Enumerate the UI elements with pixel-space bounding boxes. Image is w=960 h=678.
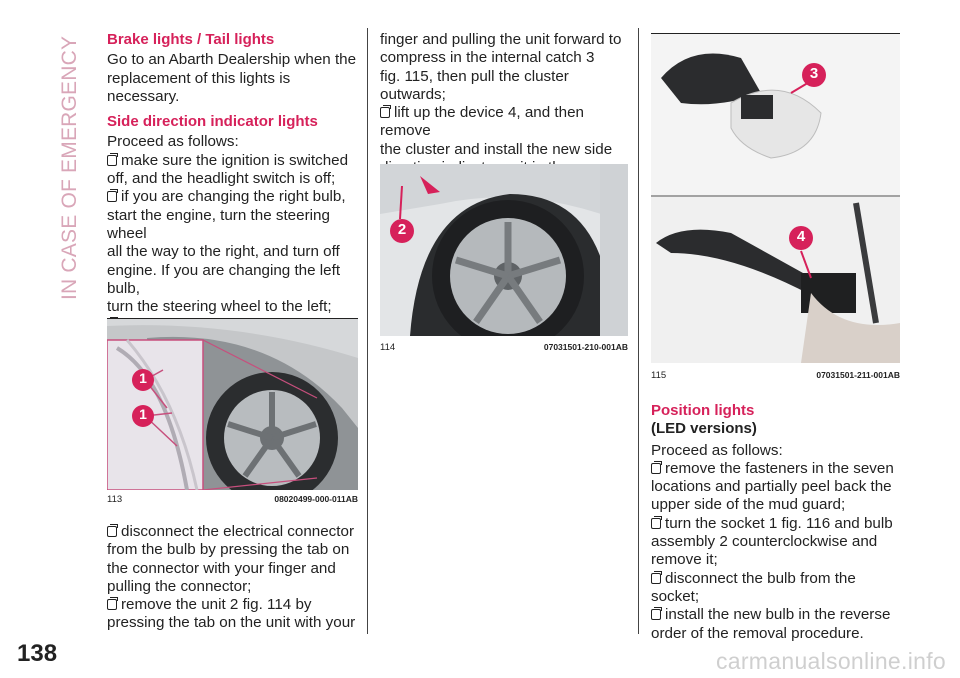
column-3 — [651, 402, 905, 643]
checkbox-bullet-icon — [651, 518, 661, 529]
checkbox-bullet-icon — [380, 107, 390, 118]
intro-text: Proceed as follows: — [107, 133, 239, 151]
list-item: remove the unit 2 fig. 114 by — [107, 596, 361, 614]
checkbox-bullet-icon — [107, 599, 117, 610]
figure-code: 07031501-210-001AB — [543, 342, 628, 352]
list-item-line: all the way to the right, and turn off — [107, 243, 340, 261]
list-item-line: turn the steering wheel to the left; — [107, 298, 332, 316]
column-1-continued — [107, 523, 361, 633]
heading-position-lights: Position lights — [651, 402, 755, 419]
checkbox-bullet-icon — [651, 573, 661, 584]
list-item: lift up the device 4, and then remove — [380, 104, 584, 140]
figure-113-caption — [107, 494, 358, 506]
indicator-unit-photo — [651, 33, 900, 363]
callout-4: 4 — [796, 228, 806, 245]
list-item: remove the fasteners in the seven — [651, 460, 905, 478]
list-item: if you are changing the right bulb, — [107, 188, 361, 206]
watermark: carmanualsonline.info — [715, 648, 946, 674]
column-divider — [367, 28, 368, 634]
figure-115 — [651, 33, 900, 363]
paragraph-line: compress in the internal catch 3 — [380, 49, 595, 67]
checkbox-bullet-icon — [107, 155, 117, 166]
paragraph-line: replacement of this lights is necessary. — [107, 69, 291, 105]
callout-2: 2 — [397, 221, 407, 238]
paragraph-line: finger and pulling the unit forward to — [380, 31, 622, 48]
figure-number: 113 — [107, 494, 123, 505]
wheel-arch-photo — [107, 318, 358, 490]
callout-1a: 1 — [139, 370, 147, 386]
column-divider — [638, 28, 639, 634]
list-item-line: assembly 2 counterclockwise and — [651, 533, 878, 551]
page-number: 138 — [17, 640, 58, 667]
callout-3: 3 — [809, 65, 819, 82]
list-item-line: pressing the tab on the unit with your — [107, 614, 356, 632]
list-item-line: locations and partially peel back the — [651, 478, 892, 496]
figure-code: 07031501-211-001AB — [816, 370, 900, 380]
list-item-line: remove it; — [651, 551, 718, 569]
checkbox-bullet-icon — [651, 463, 661, 474]
checkbox-bullet-icon — [651, 609, 661, 620]
list-item-line: order of the removal procedure. — [651, 624, 864, 642]
list-item: disconnect the electrical connector — [107, 523, 361, 541]
list-item: disconnect the bulb from the socket; — [651, 569, 856, 605]
list-item-line: the connector with your finger and — [107, 559, 336, 577]
paragraph-line: Go to an Abarth Dealership when the — [107, 51, 357, 69]
list-item: turn the socket 1 fig. 116 and bulb — [651, 515, 905, 533]
checkbox-bullet-icon — [107, 526, 117, 537]
list-item-line: the cluster and install the new side — [380, 140, 613, 158]
list-item: make sure the ignition is switched — [107, 152, 361, 170]
list-item-line: engine. If you are changing the left bulb, — [107, 261, 341, 297]
callout-1b: 1 — [139, 406, 147, 422]
figure-114-caption — [380, 342, 628, 354]
heading-brake-lights: Brake lights / Tail lights — [107, 31, 275, 48]
heading-led-versions: (LED versions) — [651, 420, 757, 438]
intro-text: Proceed as follows: — [651, 441, 783, 459]
figure-number: 114 — [380, 342, 396, 353]
list-item-line: upper side of the mud guard; — [651, 496, 846, 514]
list-item-line: off, and the headlight switch is off; — [107, 170, 336, 188]
figure-115-caption — [651, 370, 900, 382]
list-item-line: start the engine, turn the steering wheel — [107, 206, 330, 242]
list-item: install the new bulb in the reverse — [651, 606, 905, 624]
paragraph-line: fig. 115, then pull the cluster outwards; — [380, 67, 569, 103]
figure-number: 115 — [651, 370, 667, 381]
figure-114 — [380, 164, 628, 336]
checkbox-bullet-icon — [107, 191, 117, 202]
list-item-line: from the bulb by pressing the tab on — [107, 541, 350, 559]
section-title: IN CASE OF EMERGENCY — [58, 35, 81, 300]
heading-side-indicator: Side direction indicator lights — [107, 113, 318, 131]
list-item-line: pulling the connector; — [107, 577, 252, 595]
figure-113 — [107, 318, 358, 490]
tire-photo — [380, 164, 628, 336]
figure-code: 08020499-000-011AB — [274, 494, 358, 504]
